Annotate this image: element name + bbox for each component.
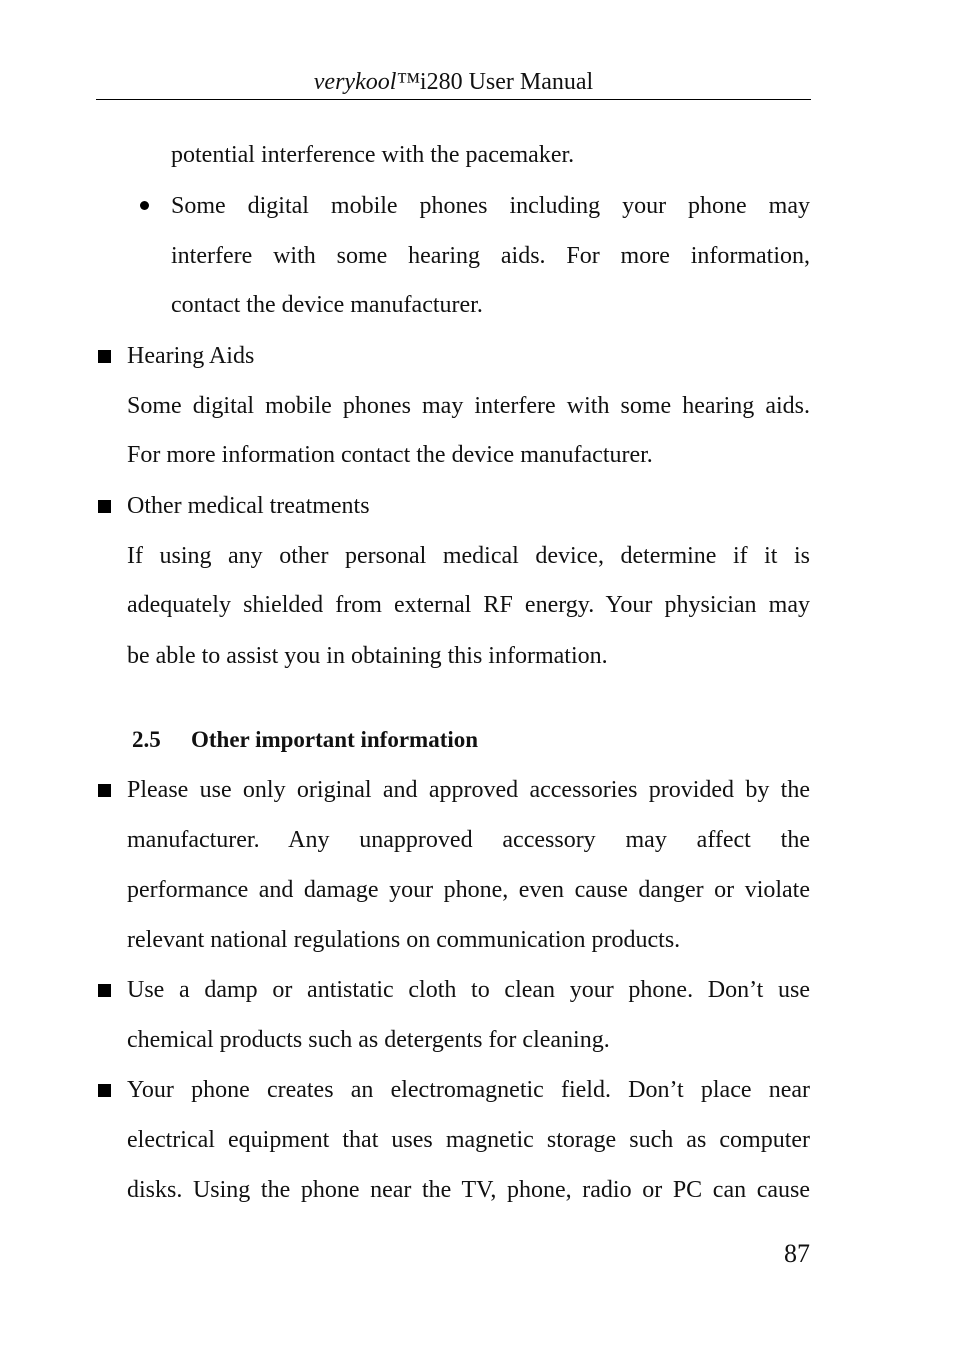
page-header	[96, 66, 811, 100]
text-line: disks. Using the phone near the TV, phone, radio or PC can cause	[127, 1177, 810, 1203]
text-line: chemical products such as detergents for cleaning.	[127, 1027, 610, 1053]
text-line: For more information contact the device manufacturer.	[127, 442, 653, 468]
text-line: interfere with some hearing aids. For more information,	[171, 243, 810, 269]
text-line: performance and damage your phone, even cause danger or violate	[127, 877, 810, 903]
text-line: contact the device manufacturer.	[171, 292, 483, 318]
text-line: potential interference with the pacemaker.	[171, 142, 575, 168]
list-item-heading: Hearing Aids	[127, 343, 255, 369]
text-line: relevant national regulations on communication products.	[127, 927, 681, 953]
text-line: Some digital mobile phones may interfere with some hearing aids.	[127, 393, 810, 419]
section-heading	[96, 724, 810, 756]
section-number: 2.5	[132, 727, 161, 752]
bullet-dot-icon	[140, 201, 149, 210]
text-line: manufacturer. Any unapproved accessory may affect the	[127, 827, 810, 853]
text-line: electrical equipment that uses magnetic storage such as computer	[127, 1127, 810, 1153]
header-title: i280 User Manual	[419, 69, 594, 95]
list-item-heading: Other medical treatments	[127, 493, 370, 519]
header-brand: verykool™	[313, 69, 420, 95]
page-number: 87	[784, 1239, 810, 1268]
section-title: Other important information	[191, 727, 479, 752]
text-line: Please use only original and approved accessories provided by the	[127, 777, 810, 803]
text-line: Some digital mobile phones including your phone may	[171, 193, 810, 219]
text-line: Use a damp or antistatic cloth to clean your phone. Don’t use	[127, 977, 810, 1003]
text-line: be able to assist you in obtaining this information.	[127, 643, 608, 669]
text-line: adequately shielded from external RF energy. Your physician may	[127, 592, 810, 618]
text-line: If using any other personal medical device, determine if it is	[127, 543, 810, 569]
text-line: Your phone creates an electromagnetic field. Don’t place near	[127, 1077, 810, 1103]
